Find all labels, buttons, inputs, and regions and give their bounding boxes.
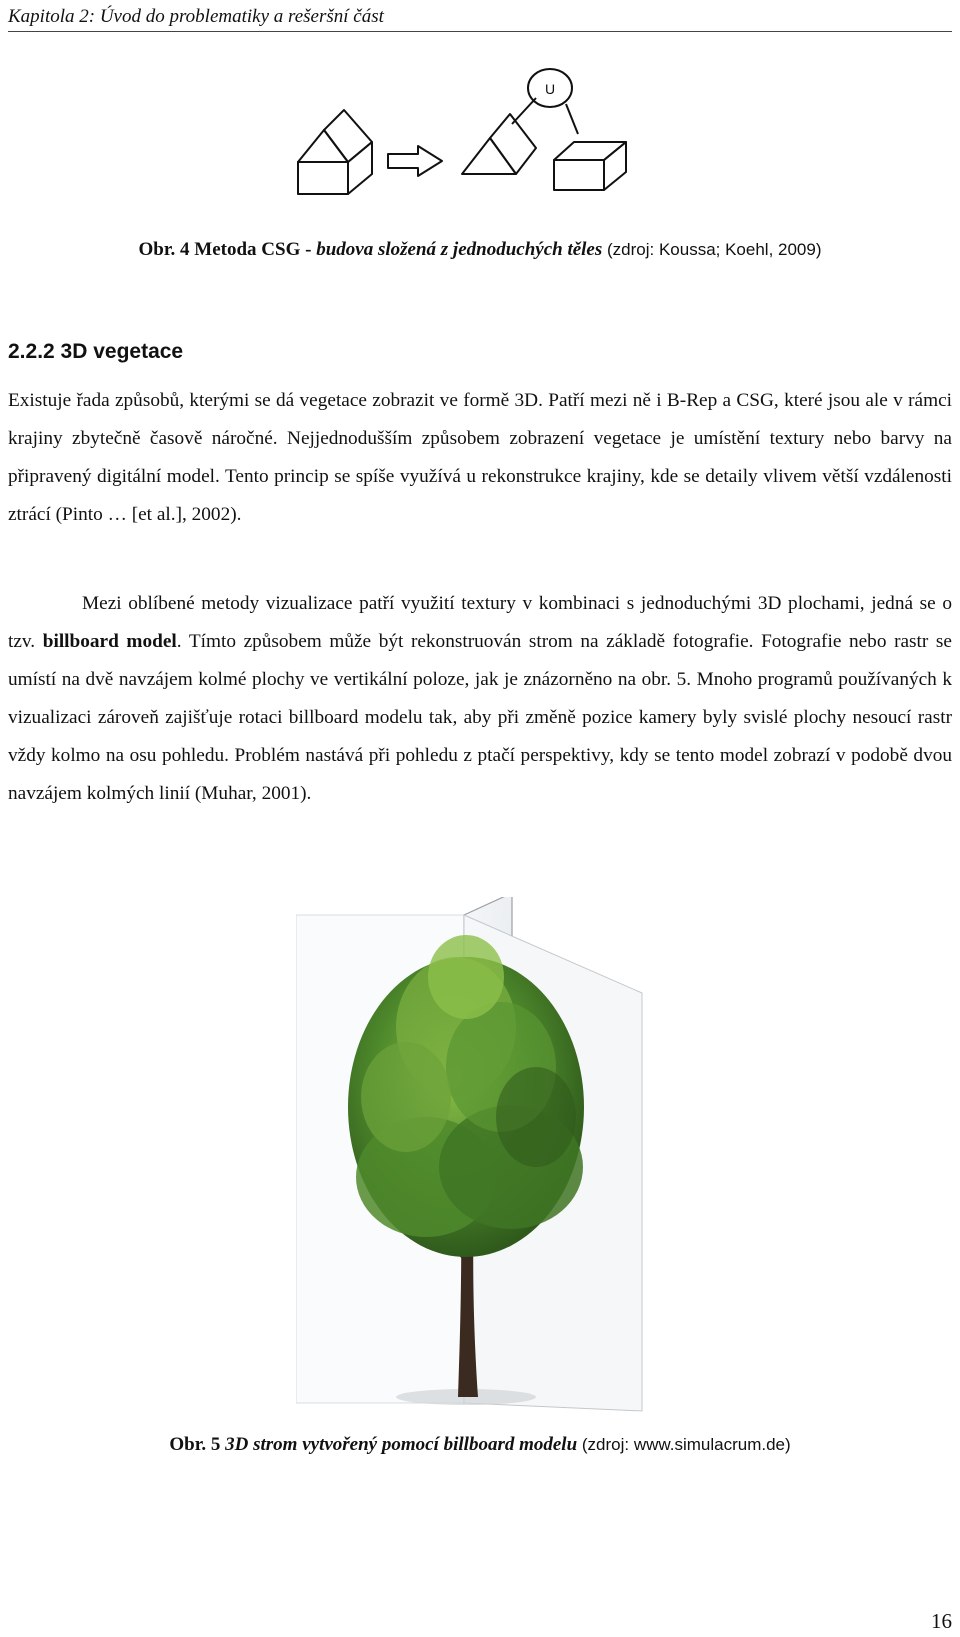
caption-title: 3D strom vytvořený pomocí billboard modelu (225, 1434, 578, 1455)
prism-right (462, 114, 536, 174)
connector-right (566, 104, 578, 134)
chapter-title: Kapitola 2: Úvod do problematiky a rešeršní část (8, 6, 384, 27)
figure-5-caption (0, 1432, 960, 1458)
caption-source: (zdroj: www.simulacrum.de) (577, 1435, 791, 1454)
paragraph-2-end: . Tímto způsobem může být rekonstruován strom na základě fotografie. Fotografie nebo rastr se umístí na dvě navzájem kolmé plochy ve vertikální poloze, jak je znázorněno na obr. 5. Mnoho programů používaných k vizualizaci zároveň zajišťuje rotaci billboard modelu tak, aby při změně pozice kamery byly svislé plochy nesoucí rastr vždy kolmo na osu pohledu. Problém nastává při pohledu z ptačí perspektivy, kdy se tento model zobrazí v podobě dvou navzájem kolmých linií (Muhar, 2001). (8, 631, 952, 804)
paragraph-2-start: Mezi oblíbené metody vizualizace patří využití textury v kombinaci s jednoduchými 3D plochami, jedná se o tzv. (8, 593, 952, 652)
building-left (298, 110, 372, 194)
billboard-tree-figure (296, 897, 670, 1415)
union-node-label: U (544, 81, 556, 97)
caption-label: Obr. 4 Metoda CSG - (138, 239, 317, 260)
running-header (8, 4, 952, 32)
caption-label: Obr. 5 (169, 1434, 226, 1455)
term-billboard-model: billboard model (42, 631, 177, 652)
connector-left (512, 98, 536, 124)
csg-diagram (296, 66, 666, 212)
caption-title: budova složená z jednoduchých těles (316, 239, 603, 260)
caption-source: (zdroj: Koussa; Koehl, 2009) (602, 240, 822, 259)
arrow (388, 146, 442, 176)
paragraph-1: Existuje řada způsobů, kterými se dá vegetace zobrazit ve formě 3D. Patří mezi ně i B-Rep a CSG, které jsou ale v rámci krajiny zbytečně časově náročné. Nejjednodušším způsobem zobrazení vegetace je umístění textury nebo barvy na připravený digitální model. Tento princip se spíše využívá u rekonstrukce krajiny, kde se detaily vlivem větší vzdálenosti ztrácí (Pinto … [et al.], 2002). (8, 390, 952, 525)
paragraph-2 (8, 585, 952, 813)
section-heading: 2.2.2 3D vegetace (8, 340, 184, 363)
page-number: 16 (931, 1609, 952, 1633)
box-right (554, 142, 626, 190)
figure-4-caption (0, 237, 960, 263)
